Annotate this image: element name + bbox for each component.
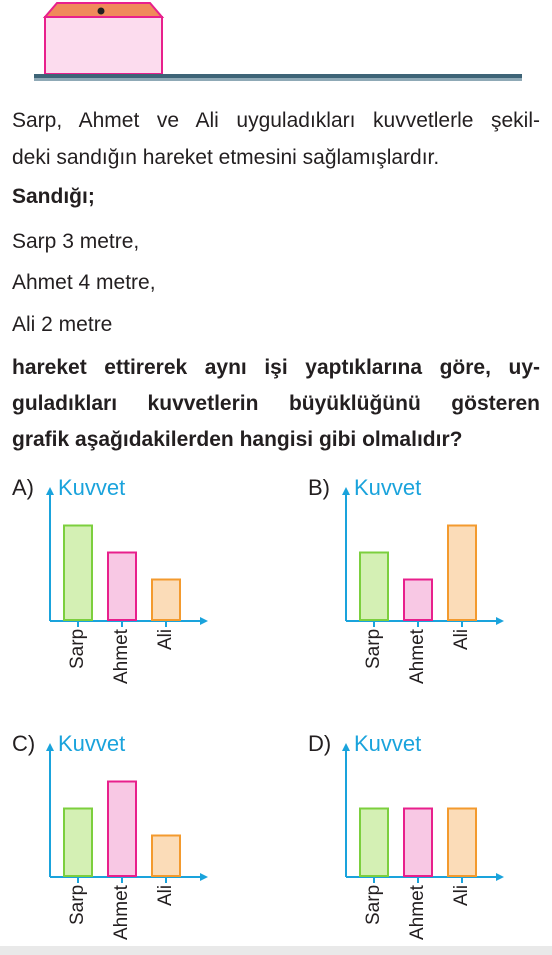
y-axis-arrow [342,743,350,751]
page-bottom-bar [0,946,552,955]
xtick-ahmet: Ahmet [407,629,428,684]
bar-ali [448,526,476,621]
xtick-ali: Ali [155,628,176,650]
x-axis-arrow [200,873,208,881]
xtick-ahmet: Ahmet [111,885,132,940]
bar-ali [152,836,180,877]
question-prompt-line-3: grafik aşağıdakilerden hangisi gibi olmalıdır? [12,428,463,451]
bar-sarp [64,809,92,877]
y-axis-arrow [46,743,54,751]
question-prompt-line-1: hareket ettirerek aynı işi yaptıklarına göre, uy- [12,356,540,379]
xtick-ali: Ali [155,884,176,906]
xtick-sarp: Sarp [363,884,384,925]
bar-chart [308,475,518,625]
bar-sarp [360,553,388,621]
bar-ahmet [108,553,136,621]
y-axis-label: Kuvvet [58,731,126,756]
y-axis-label: Kuvvet [354,731,422,756]
bar-sarp [360,809,388,877]
x-axis-arrow [496,617,504,625]
xtick-sarp: Sarp [67,628,88,669]
question-subject: Sandığı; [12,185,95,208]
question-intro-line-1: Sarp, Ahmet ve Ali uyguladıkları kuvvetlerle şekil- [12,109,540,132]
bar-ahmet [404,809,432,877]
option-letter: B) [308,475,330,500]
y-axis-label: Kuvvet [58,475,126,500]
option-letter: C) [12,731,36,756]
distance-ahmet: Ahmet 4 metre, [12,271,156,294]
y-axis-arrow [342,487,350,495]
question-intro-line-2: deki sandığın hareket etmesini sağlamışlardır. [12,146,440,169]
y-axis-label: Kuvvet [354,475,422,500]
crate-illustration [0,0,552,90]
xtick-ali: Ali [451,884,472,906]
question-prompt-line-2: guladıkları kuvvetlerin büyüklüğünü gösteren [12,392,540,415]
crate [45,17,162,74]
bar-ahmet [404,580,432,621]
crate-handle [98,8,105,15]
y-axis-arrow [46,487,54,495]
xtick-sarp: Sarp [67,884,88,925]
bar-sarp [64,526,92,621]
xtick-ali: Ali [451,628,472,650]
bar-ali [448,809,476,877]
x-axis-arrow [496,873,504,881]
bar-chart [12,731,222,881]
x-axis-arrow [200,617,208,625]
option-letter: D) [308,731,332,756]
distance-ali: Ali 2 metre [12,313,113,336]
bar-chart [12,475,222,625]
bar-chart [308,731,518,881]
distance-sarp: Sarp 3 metre, [12,230,140,253]
option-letter: A) [12,475,34,500]
xtick-ahmet: Ahmet [111,629,132,684]
bar-ali [152,580,180,621]
bar-ahmet [108,782,136,877]
xtick-ahmet: Ahmet [407,885,428,940]
xtick-sarp: Sarp [363,628,384,669]
